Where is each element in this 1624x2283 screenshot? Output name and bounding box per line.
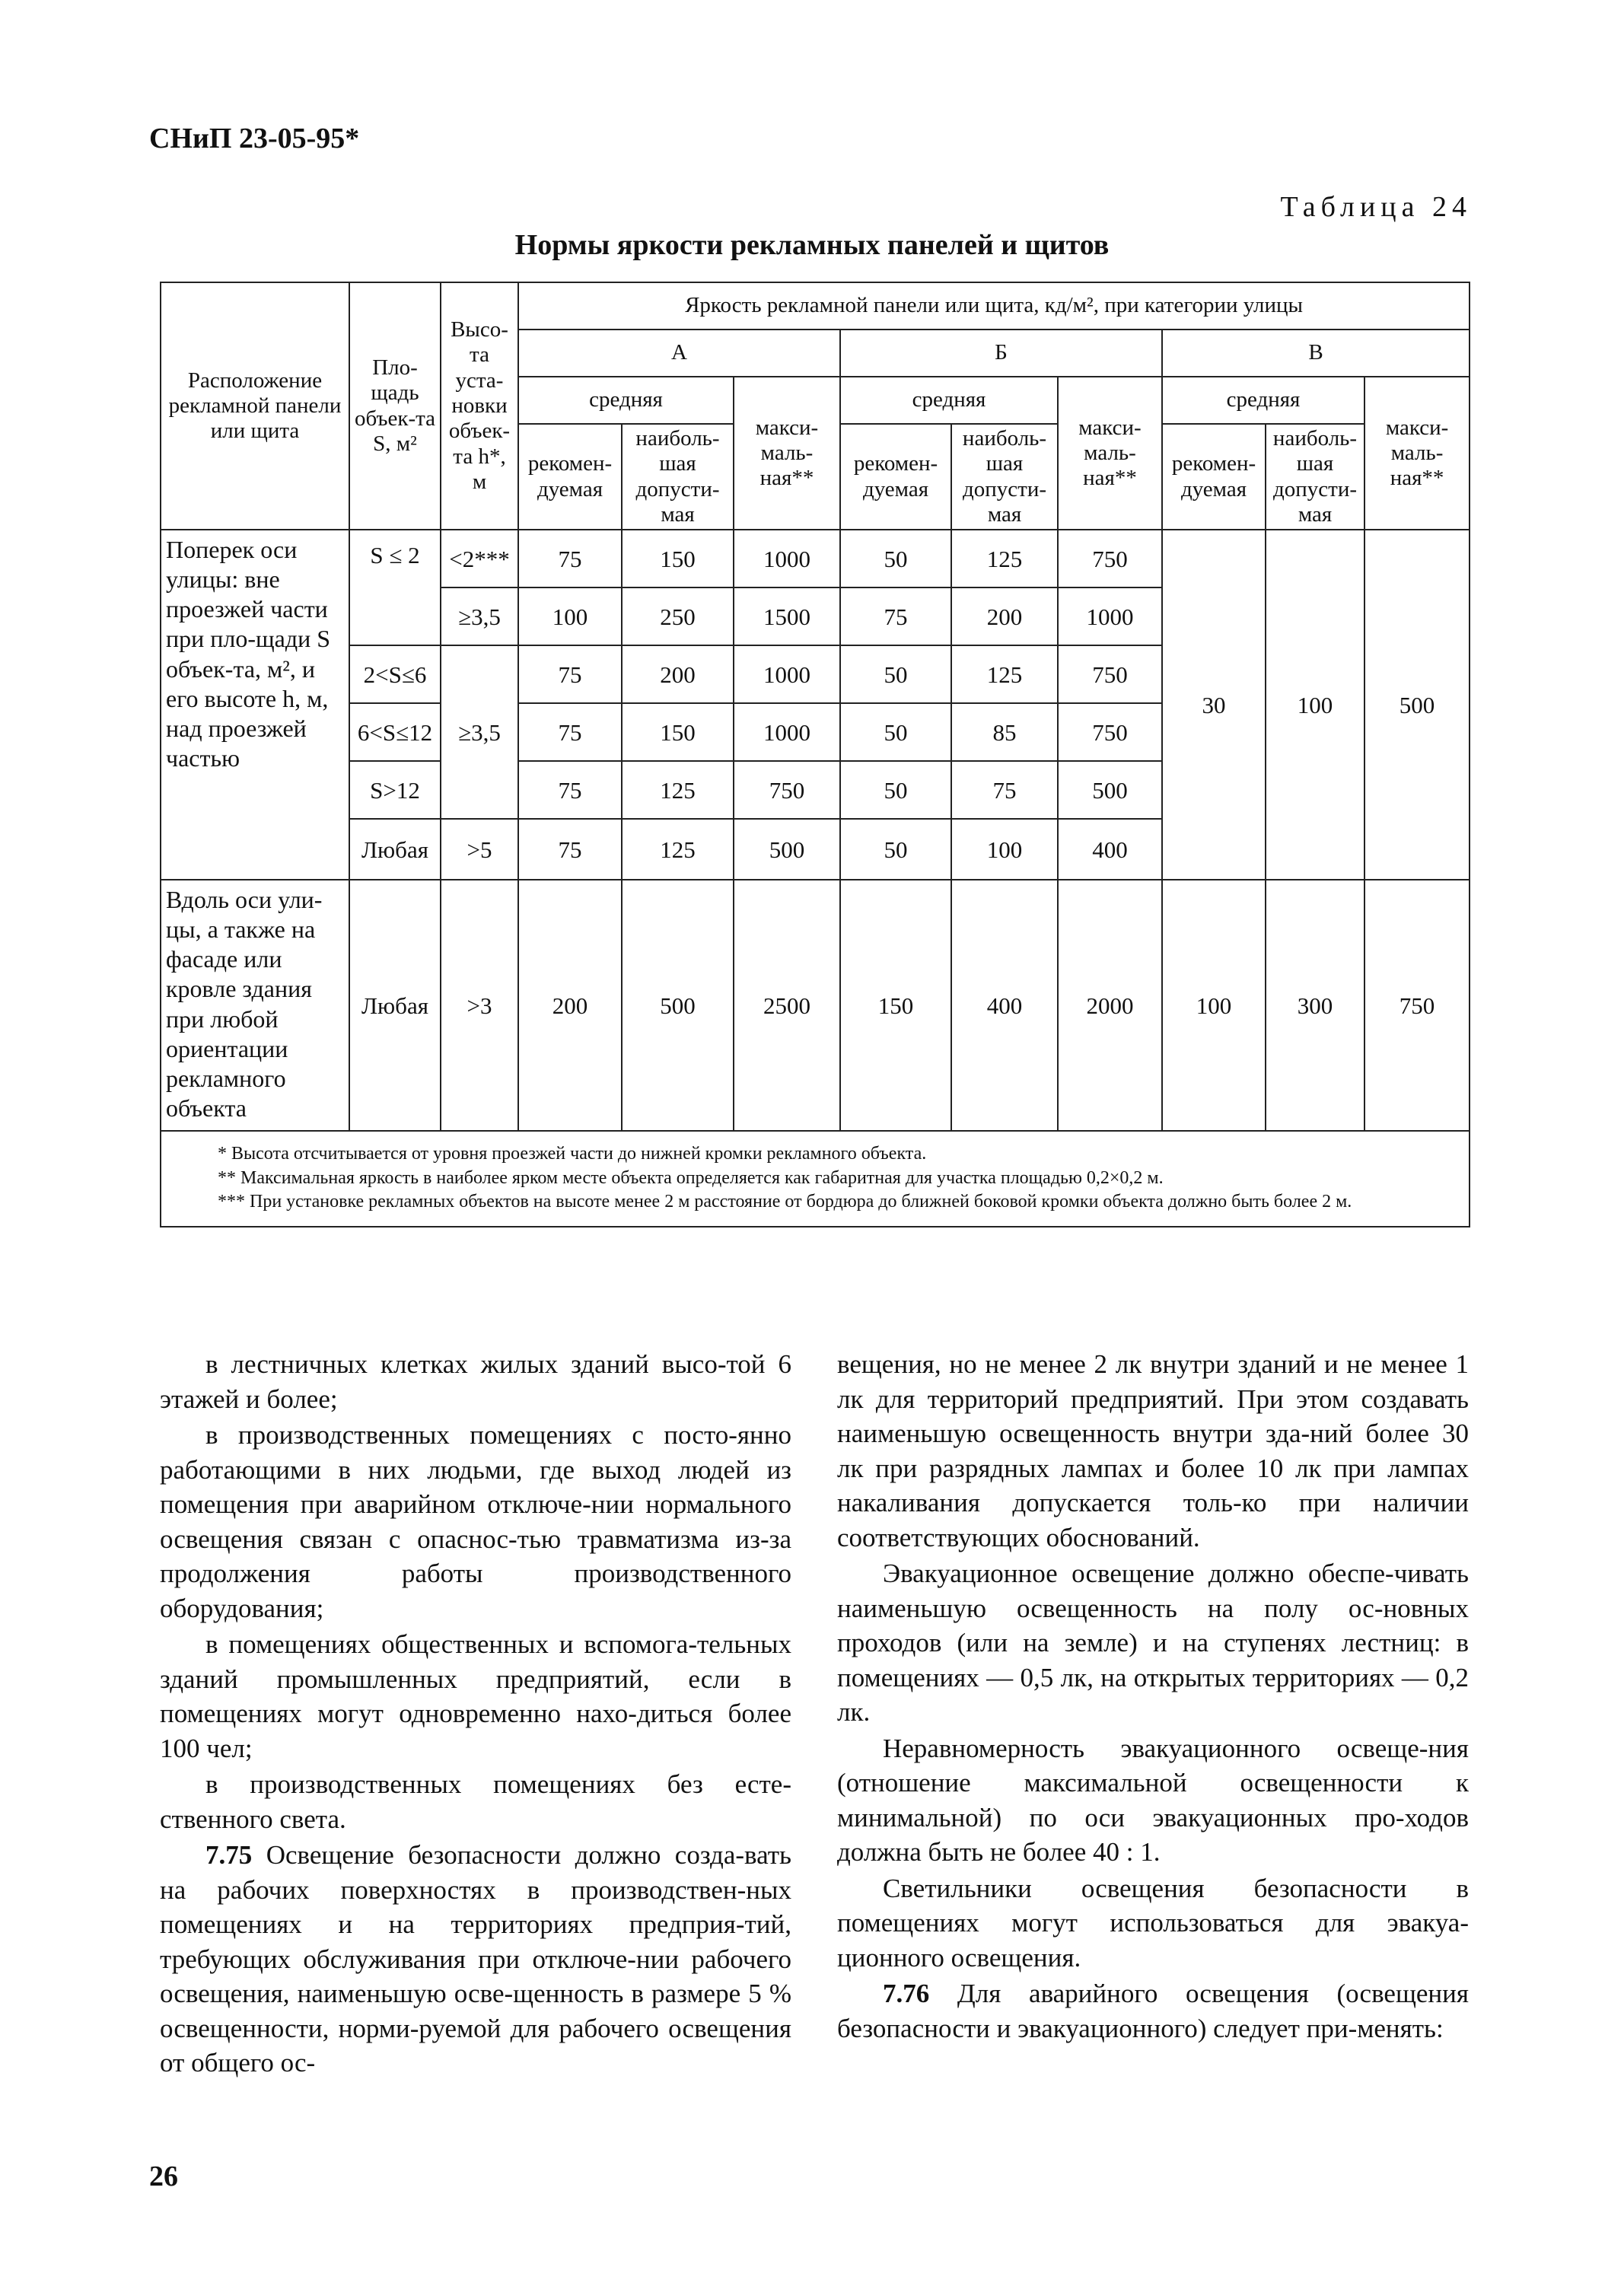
header-category-b: Б [840,330,1162,377]
value-cell: 150 [622,703,734,761]
value-cell-v-max-allowed: 100 [1266,530,1364,880]
value-cell: 1500 [734,587,840,645]
document-code: СНиП 23-05-95* [149,123,360,154]
header-area: Пло-щадь объек-та S, м² [349,282,441,530]
section1-location: Поперек оси улицы: вне проезжей части при пло-щади S объек-та, м², и его высоте h, м, над проезжей частью [161,530,349,880]
header-location: Расположение рекламной панели или щита [161,282,349,530]
value-cell: 75 [518,645,622,703]
table-row [161,880,1470,1131]
value-cell: 750 [1058,703,1162,761]
clause-text: Для аварийного освещения (освещения безопасности и эвакуационного) следует при-менять: [837,1979,1469,2043]
area-cell: Любая [349,819,441,880]
paragraph: в производственных помещениях без есте-ственного света. [160,1769,791,1834]
header-v-maximum: макси-маль-ная** [1364,377,1470,530]
value-cell: 150 [622,530,734,587]
value-cell: 400 [951,880,1058,1131]
value-cell-v-recommended: 30 [1162,530,1266,880]
value-cell: 125 [951,645,1058,703]
paragraph: Эвакуационное освещение должно обеспе-чивать наименьшую освещенность на полу ос-новных проходов (или на земле) и на ступенях лестниц: в помещениях — 0,5 лк, на открытых территориях — 0,2 лк. [837,1559,1469,1727]
value-cell: 125 [622,819,734,880]
height-cell: <2*** [441,530,518,587]
value-cell: 750 [1058,530,1162,587]
page-number: 26 [149,2160,178,2192]
value-cell: 200 [951,587,1058,645]
value-cell: 100 [518,587,622,645]
value-cell: 100 [951,819,1058,880]
header-v-recommended: рекомен-дуемая [1162,424,1266,530]
value-cell: 750 [1058,645,1162,703]
value-cell: 500 [622,880,734,1131]
value-cell: 400 [1058,819,1162,880]
value-cell: 750 [1364,880,1470,1131]
value-cell: 50 [840,819,951,880]
paragraph: вещения, но не менее 2 лк внутри зданий и не менее 1 лк для территорий предприятий. При этом создавать наименьшую освещенность внутри зда-ний более 30 лк при разрядных лампах и более 10 лк при лампах накаливания допускается толь-ко при наличии соответствующих обоснований. [837,1349,1469,1552]
clause-text: Освещение безопасности должно созда-вать на рабочих поверхностях в производствен-ных помещениях и на территориях предприя-тий, требующих обслуживания при отключе-нии рабочего освещения, наименьшую осве-щенность в размере 5 % освещенности, норми-руемой для рабочего освещения от общего ос- [160,1840,791,2078]
value-cell: 75 [518,819,622,880]
height-cell: ≥3,5 [441,587,518,645]
paragraph [837,1976,1469,2046]
header-b-max-allowed: наиболь-шая допусти-мая [951,424,1058,530]
left-column [160,1347,791,2082]
header-a-max-allowed: наиболь-шая допусти-мая [622,424,734,530]
footnote: ** Максимальная яркость в наиболее ярком месте объекта определяется как габаритная для участка площадью 0,2×0,2 м. [218,1167,1164,1188]
clause-number: 7.75 [205,1840,253,1870]
value-cell: 300 [1266,880,1364,1131]
header-b-maximum: макси-маль-ная** [1058,377,1162,530]
header-a-recommended: рекомен-дуемая [518,424,622,530]
header-v-max-allowed: наиболь-шая допусти-мая [1266,424,1364,530]
value-cell: 75 [518,761,622,819]
value-cell: 1000 [734,703,840,761]
paragraph: в помещениях общественных и вспомога-тельных зданий промышленных предприятий, если в помещениях могут одновременно нахо-диться более 100 чел; [160,1629,791,1763]
value-cell: 125 [622,761,734,819]
height-cell: >5 [441,819,518,880]
value-cell: 100 [1162,880,1266,1131]
paragraph: в лестничных клетках жилых зданий высо-той 6 этажей и более; [160,1349,791,1414]
value-cell: 75 [951,761,1058,819]
value-cell: 200 [622,645,734,703]
value-cell: 75 [518,530,622,587]
header-category-v: В [1162,330,1470,377]
header-b-average: средняя [840,377,1058,424]
footnote: * Высота отсчитывается от уровня проезжей части до нижней кромки рекламного объекта. [218,1144,927,1164]
value-cell: 125 [951,530,1058,587]
table-footnotes-row [161,1131,1470,1227]
height-cell: >3 [441,880,518,1131]
header-v-average: средняя [1162,377,1364,424]
value-cell: 75 [840,587,951,645]
header-a-maximum: макси-маль-ная** [734,377,840,530]
footnotes-cell [161,1131,1470,1227]
value-cell: 500 [1058,761,1162,819]
value-cell: 1000 [1058,587,1162,645]
value-cell: 85 [951,703,1058,761]
clause-number: 7.76 [883,1979,930,2008]
table-row [161,530,1470,587]
header-a-average: средняя [518,377,734,424]
value-cell: 2500 [734,880,840,1131]
paragraph [160,1838,791,2081]
value-cell: 150 [840,880,951,1131]
value-cell: 750 [734,761,840,819]
value-cell: 50 [840,761,951,819]
value-cell: 200 [518,880,622,1131]
value-cell: 75 [518,703,622,761]
table-title: Нормы яркости рекламных панелей и щитов [514,229,1110,261]
value-cell: 50 [840,645,951,703]
paragraph: Неравномерность эвакуационного освеще-ния (отношение максимальной освещенности к минимальной) по оси эвакуационных про-ходов должна быть не более 40 : 1. [837,1733,1469,1867]
paragraph: в производственных помещениях с посто-янно работающими в них людьми, где выход людей из помещения при аварийном отключе-нии нормального освещения связан с опаснос-тью травматизма из-за продолжения работы производственного оборудования; [160,1420,791,1623]
header-brightness: Яркость рекламной панели или щита, кд/м², при категории улицы [518,282,1470,330]
body-columns [160,1347,1469,2082]
area-cell: Любая [349,880,441,1131]
header-category-a: А [518,330,840,377]
value-cell: 250 [622,587,734,645]
area-cell: 6<S≤12 [349,703,441,761]
value-cell: 50 [840,703,951,761]
value-cell-v-maximum: 500 [1364,530,1470,880]
footnote: *** При установке рекламных объектов на высоте менее 2 м расстояние от бордюра до ближней боковой кромки объекта должно быть более 2 м. [218,1191,1352,1212]
area-cell: 2<S≤6 [349,645,441,703]
value-cell: 1000 [734,645,840,703]
value-cell: 2000 [1058,880,1162,1131]
header-height: Высо-та уста-новки объек-та h*, м [441,282,518,530]
area-cell: S ≤ 2 [349,530,441,645]
paragraph: Светильники освещения безопасности в помещениях могут использоваться для эвакуа-ционного освещения. [837,1873,1469,1973]
value-cell: 50 [840,530,951,587]
value-cell: 500 [734,819,840,880]
area-cell: S>12 [349,761,441,819]
height-cell: ≥3,5 [441,645,518,819]
table-number: Таблица 24 [1280,191,1472,223]
header-b-recommended: рекомен-дуемая [840,424,951,530]
section2-location: Вдоль оси ули-цы, а также на фасаде или кровле здания при любой ориентации рекламного объекта [161,880,349,1131]
brightness-norms-table [160,282,1470,1227]
value-cell: 1000 [734,530,840,587]
right-column [837,1347,1469,2082]
